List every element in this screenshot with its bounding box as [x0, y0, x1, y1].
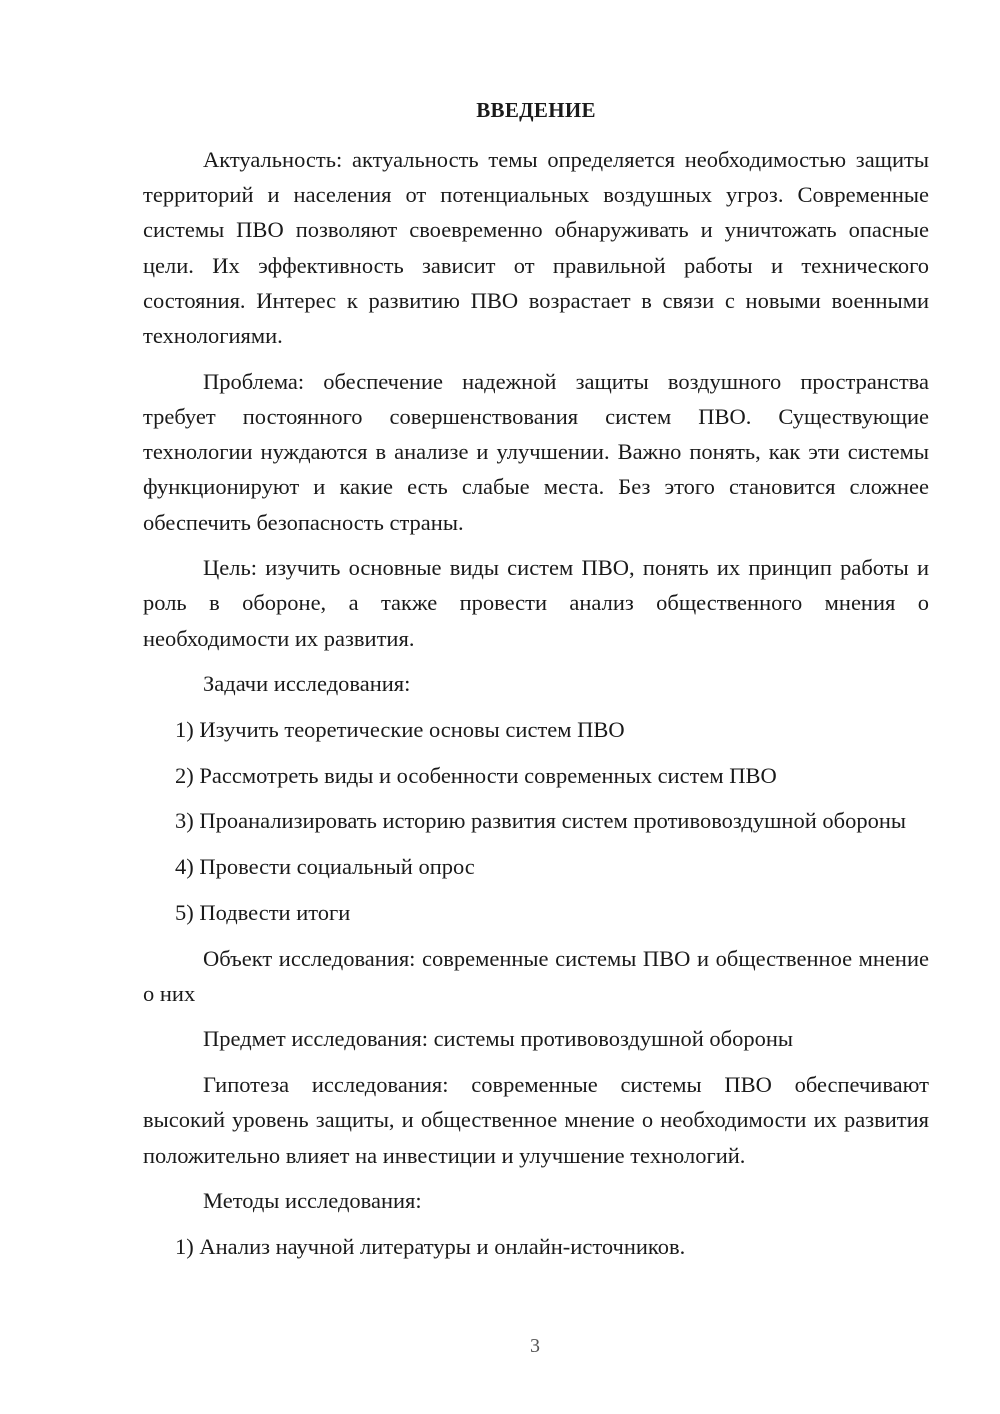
section-title: ВВЕДЕНИЕ [476, 98, 596, 122]
task-item-3: 3) Проанализировать историю развития систем противовоздушной обороны [175, 808, 906, 834]
hypothesis-paragraph: Гипотеза исследования: современные системы ПВО обеспечивают высокий уровень защиты, и общественное мнение о необходимости их развития положительно влияет на инвестиции и улучшение технологий. [143, 1072, 929, 1168]
task-item-5: 5) Подвести итоги [175, 899, 351, 925]
goal-paragraph: Цель: изучить основные виды систем ПВО, понять их принцип работы и роль в обороне, а также провести анализ общественного мнения о необходимости их развития. [143, 555, 929, 651]
problem-paragraph: Проблема: обеспечение надежной защиты воздушного пространства требует постоянного совершенствования систем ПВО. Существующие технологии нуждаются в анализе и улучшении. Важно понять, как эти системы функционируют и какие есть слабые места. Без этого становится сложнее обеспечить безопасность страны. [143, 368, 929, 535]
subject-paragraph: Предмет исследования: системы противовоздушной обороны [203, 1026, 794, 1052]
relevance-paragraph: Актуальность: актуальность темы определяется необходимостью защиты территорий и населения от потенциальных воздушных угроз. Современные системы ПВО позволяют своевременно обнаруживать и уничтожать опасные цели. Их эффективность зависит от правильной работы и технического состояния. Интерес к развитию ПВО возрастает в связи с новыми военными технологиями. [143, 147, 929, 349]
page-number: 3 [530, 1335, 540, 1357]
task-item-2: 2) Рассмотреть виды и особенности современных систем ПВО [175, 762, 777, 788]
task-item-1: 1) Изучить теоретические основы систем ПВО [175, 717, 625, 743]
task-item-4: 4) Провести социальный опрос [175, 854, 475, 880]
object-paragraph: Объект исследования: современные системы ПВО и общественное мнение о них [143, 945, 929, 1006]
tasks-heading: Задачи исследования: [203, 671, 411, 697]
methods-heading: Методы исследования: [203, 1188, 422, 1214]
document-body [143, 142, 929, 1275]
method-item-1: 1) Анализ научной литературы и онлайн-источников. [175, 1233, 686, 1259]
